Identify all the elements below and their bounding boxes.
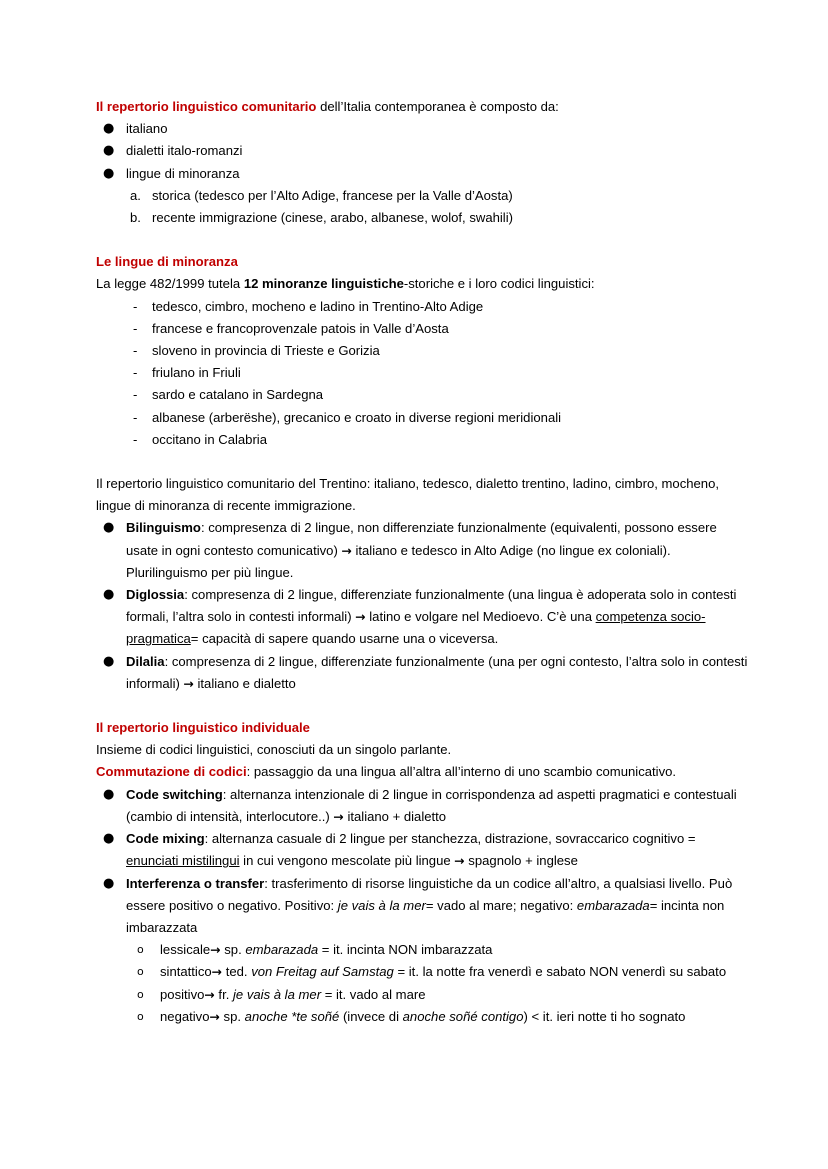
- arrow-right-icon: →: [333, 808, 344, 824]
- term-description-part1: : alternanza casuale di 2 lingue per stanchezza, distrazione, sovraccarico cognitivo =: [204, 831, 696, 847]
- example-italic: anoche *te soñé: [244, 1008, 340, 1024]
- community-repertoire-lead-term: Il repertorio linguistico comunitario: [96, 99, 317, 114]
- arrow-right-icon: →: [341, 542, 352, 558]
- community-repertoire-bullet-list: [96, 118, 750, 185]
- list-item: [96, 340, 750, 362]
- term-description-part2: italiano e tedesco in Alto Adige (no lingue ex coloniali). Plurilinguismo per più lingue.: [126, 542, 671, 580]
- bullet-circle-icon: o: [137, 1009, 144, 1023]
- individual-repertoire-bullet-list: [96, 784, 750, 939]
- term-description-part1: : trasferimento di risorse linguistiche da un codice all’altro, a qualsiasi livello. Può essere positivo o negativo. Positivo:: [126, 875, 733, 913]
- list-item: [96, 828, 750, 872]
- transfer-examples-list: [96, 939, 750, 1028]
- example-italic-2: anoche soñé contigo: [402, 1008, 524, 1024]
- italic-example-2: embarazada: [576, 897, 650, 913]
- term-label: Bilinguismo: [126, 520, 201, 536]
- bullet-disc-icon: ●: [103, 875, 115, 891]
- bullet-circle-icon: o: [137, 965, 144, 979]
- example-pre: sp.: [220, 942, 246, 958]
- example-post: = it. la notte fra venerdì e sabato NON venerdì su sabato: [393, 964, 727, 980]
- list-item: [96, 584, 750, 651]
- individual-repertoire-line1: Insieme di codici linguistici, conosciuti da un singolo parlante.: [96, 742, 452, 758]
- list-item: [96, 118, 750, 140]
- list-item: [96, 362, 750, 384]
- list-item-label: albanese (arberëshe), grecanico e croato in diverse regioni meridionali: [152, 409, 562, 425]
- list-item-label: tedesco, cimbro, mocheno e ladino in Trentino-Alto Adige: [152, 298, 484, 314]
- list-marker-b: b.: [130, 210, 141, 226]
- section-spacer: [96, 695, 750, 717]
- minority-intro-post: -storiche e i loro codici linguistici:: [403, 276, 595, 292]
- example-pre: ted.: [222, 964, 252, 980]
- example-italic: embarazada: [245, 942, 319, 958]
- list-item: [96, 873, 750, 940]
- list-item: [96, 185, 750, 207]
- list-item: [96, 318, 750, 340]
- arrow-right-icon: →: [209, 1008, 220, 1024]
- list-item-label: occitano in Calabria: [152, 431, 267, 447]
- minority-languages-heading: Le lingue di minoranza: [96, 254, 238, 270]
- community-repertoire-lead: [96, 96, 750, 118]
- community-repertoire-sub-list: [96, 185, 750, 229]
- minority-intro-emphasis: 12 minoranze linguistiche: [243, 276, 404, 292]
- list-item-label: sardo e catalano in Sardegna: [152, 387, 324, 403]
- dash-marker-icon: -: [133, 409, 138, 425]
- list-item: [96, 784, 750, 828]
- trentino-bullet-list: [96, 517, 750, 695]
- dash-marker-icon: -: [133, 387, 138, 403]
- term-description-part3: = incinta non imbarazzata: [126, 897, 725, 935]
- arrow-right-icon: →: [204, 986, 215, 1002]
- list-item: [96, 984, 750, 1006]
- example-post: = it. incinta NON imbarazzata: [318, 942, 493, 958]
- list-item-label: sloveno in provincia di Trieste e Gorizia: [152, 343, 380, 359]
- term-label: Code mixing: [126, 831, 205, 847]
- example-label: positivo: [160, 986, 205, 1002]
- list-item: [96, 961, 750, 983]
- list-item: [96, 939, 750, 961]
- term-description-part1: : compresenza di 2 lingue, differenziate funzionalmente (una lingua è adoperata solo in contesti formali, l’altra solo in contesti informali): [126, 587, 737, 625]
- arrow-right-icon: →: [211, 964, 223, 980]
- document-body: [96, 96, 750, 1028]
- list-item: [96, 1006, 750, 1028]
- bullet-circle-icon: o: [137, 943, 144, 957]
- dash-marker-icon: -: [133, 320, 138, 336]
- arrow-right-icon: →: [355, 609, 366, 625]
- list-item: [96, 207, 750, 229]
- example-pre: fr.: [214, 986, 233, 1002]
- italic-example-1: je vais à la mer: [337, 897, 426, 913]
- underlined-term: competenza socio-pragmatica: [126, 609, 706, 647]
- bullet-circle-icon: o: [137, 987, 144, 1001]
- code-switching-definition-line: [96, 761, 750, 783]
- list-item-label: storica (tedesco per l’Alto Adige, francese per la Valle d’Aosta): [152, 187, 513, 203]
- example-italic: von Freitag auf Samstag: [251, 964, 394, 980]
- example-italic: je vais à la mer: [233, 986, 322, 1002]
- list-item: [96, 296, 750, 318]
- dash-marker-icon: -: [133, 343, 138, 359]
- term-description-part2: = vado al mare; negativo:: [425, 897, 577, 913]
- dash-marker-icon: -: [133, 298, 138, 314]
- bullet-disc-icon: ●: [103, 143, 115, 159]
- list-item: [96, 517, 750, 584]
- example-pre: sp.: [219, 1008, 245, 1024]
- list-item: [96, 384, 750, 406]
- term-label: Code switching: [126, 786, 223, 802]
- list-item-label: francese e francoprovenzale patois in Valle d’Aosta: [152, 320, 449, 336]
- term-description-part2: italiano + dialetto: [343, 808, 447, 824]
- commutazione-description: : passaggio da una lingua all’altra all’interno di uno scambio comunicativo.: [246, 764, 677, 780]
- underlined-term: enunciati mistilingui: [126, 853, 240, 869]
- dash-marker-icon: -: [133, 365, 138, 381]
- arrow-right-icon: →: [454, 853, 465, 869]
- list-item: [96, 429, 750, 451]
- term-description-part2: italiano e dialetto: [193, 675, 296, 691]
- bullet-disc-icon: ●: [103, 653, 115, 669]
- term-description-part1: : alternanza intenzionale di 2 lingue in corrispondenza ad aspetti pragmatici e contestuali (cambio di intensità, interlocutore..): [126, 786, 737, 824]
- bullet-disc-icon: ●: [103, 121, 115, 137]
- list-item-label: recente immigrazione (cinese, arabo, albanese, wolof, swahili): [152, 210, 513, 226]
- bullet-disc-icon: ●: [103, 587, 115, 603]
- list-item: [96, 651, 750, 695]
- example-label: sintattico: [160, 964, 212, 980]
- commutazione-term: Commutazione di codici: [96, 764, 247, 780]
- section-spacer: [96, 451, 750, 473]
- trentino-paragraph: Il repertorio linguistico comunitario del Trentino: italiano, tedesco, dialetto trentino, ladino, cimbro, mocheno, lingue di minoranza di recente immigrazione.: [96, 476, 720, 514]
- list-item-label: lingue di minoranza: [126, 165, 240, 181]
- example-mid: (invece di: [339, 1008, 403, 1024]
- list-item: [96, 407, 750, 429]
- example-post: = it. vado al mare: [321, 986, 426, 1002]
- example-label: negativo: [160, 1008, 210, 1024]
- minority-intro-pre: La legge 482/1999 tutela: [96, 276, 244, 292]
- term-description-part3: spagnolo + inglese: [464, 853, 578, 869]
- term-description-part2: in cui vengono mescolate più lingue: [239, 853, 455, 869]
- bullet-disc-icon: ●: [103, 165, 115, 181]
- example-post: ) < it. ieri notte ti ho sognato: [523, 1008, 686, 1024]
- minority-languages-list: [96, 296, 750, 451]
- arrow-right-icon: →: [183, 675, 194, 691]
- dash-marker-icon: -: [133, 431, 138, 447]
- bullet-disc-icon: ●: [103, 831, 115, 847]
- community-repertoire-lead-rest: dell’Italia contemporanea è composto da:: [316, 99, 559, 114]
- bullet-disc-icon: ●: [103, 786, 115, 802]
- list-item: [96, 163, 750, 185]
- list-item-label: dialetti italo-romanzi: [126, 143, 243, 159]
- individual-repertoire-heading: Il repertorio linguistico individuale: [96, 720, 310, 736]
- list-item: [96, 140, 750, 162]
- term-description-part3: = capacità di sapere quando usarne una o viceversa.: [190, 631, 499, 647]
- term-description-part1: : compresenza di 2 lingue, non differenziate funzionalmente (equivalenti, possono essere usate in ogni contesto comunicativo): [126, 520, 717, 558]
- list-marker-a: a.: [130, 187, 141, 203]
- section-spacer: [96, 229, 750, 251]
- arrow-right-icon: →: [210, 942, 221, 958]
- list-item-label: friulano in Friuli: [152, 365, 241, 381]
- term-description-part1: : compresenza di 2 lingue, differenziate funzionalmente (una per ogni contesto, l’altra solo in contesti informali): [126, 653, 748, 691]
- example-label: lessicale: [160, 942, 211, 958]
- term-label: Dilalia: [126, 653, 165, 669]
- minority-languages-intro: [96, 273, 750, 295]
- list-item-label: italiano: [126, 121, 168, 137]
- term-description-part2: latino e volgare nel Medioevo. C’è una: [365, 609, 596, 625]
- term-label: Interferenza o transfer: [126, 875, 265, 891]
- bullet-disc-icon: ●: [103, 520, 115, 536]
- term-label: Diglossia: [126, 587, 185, 603]
